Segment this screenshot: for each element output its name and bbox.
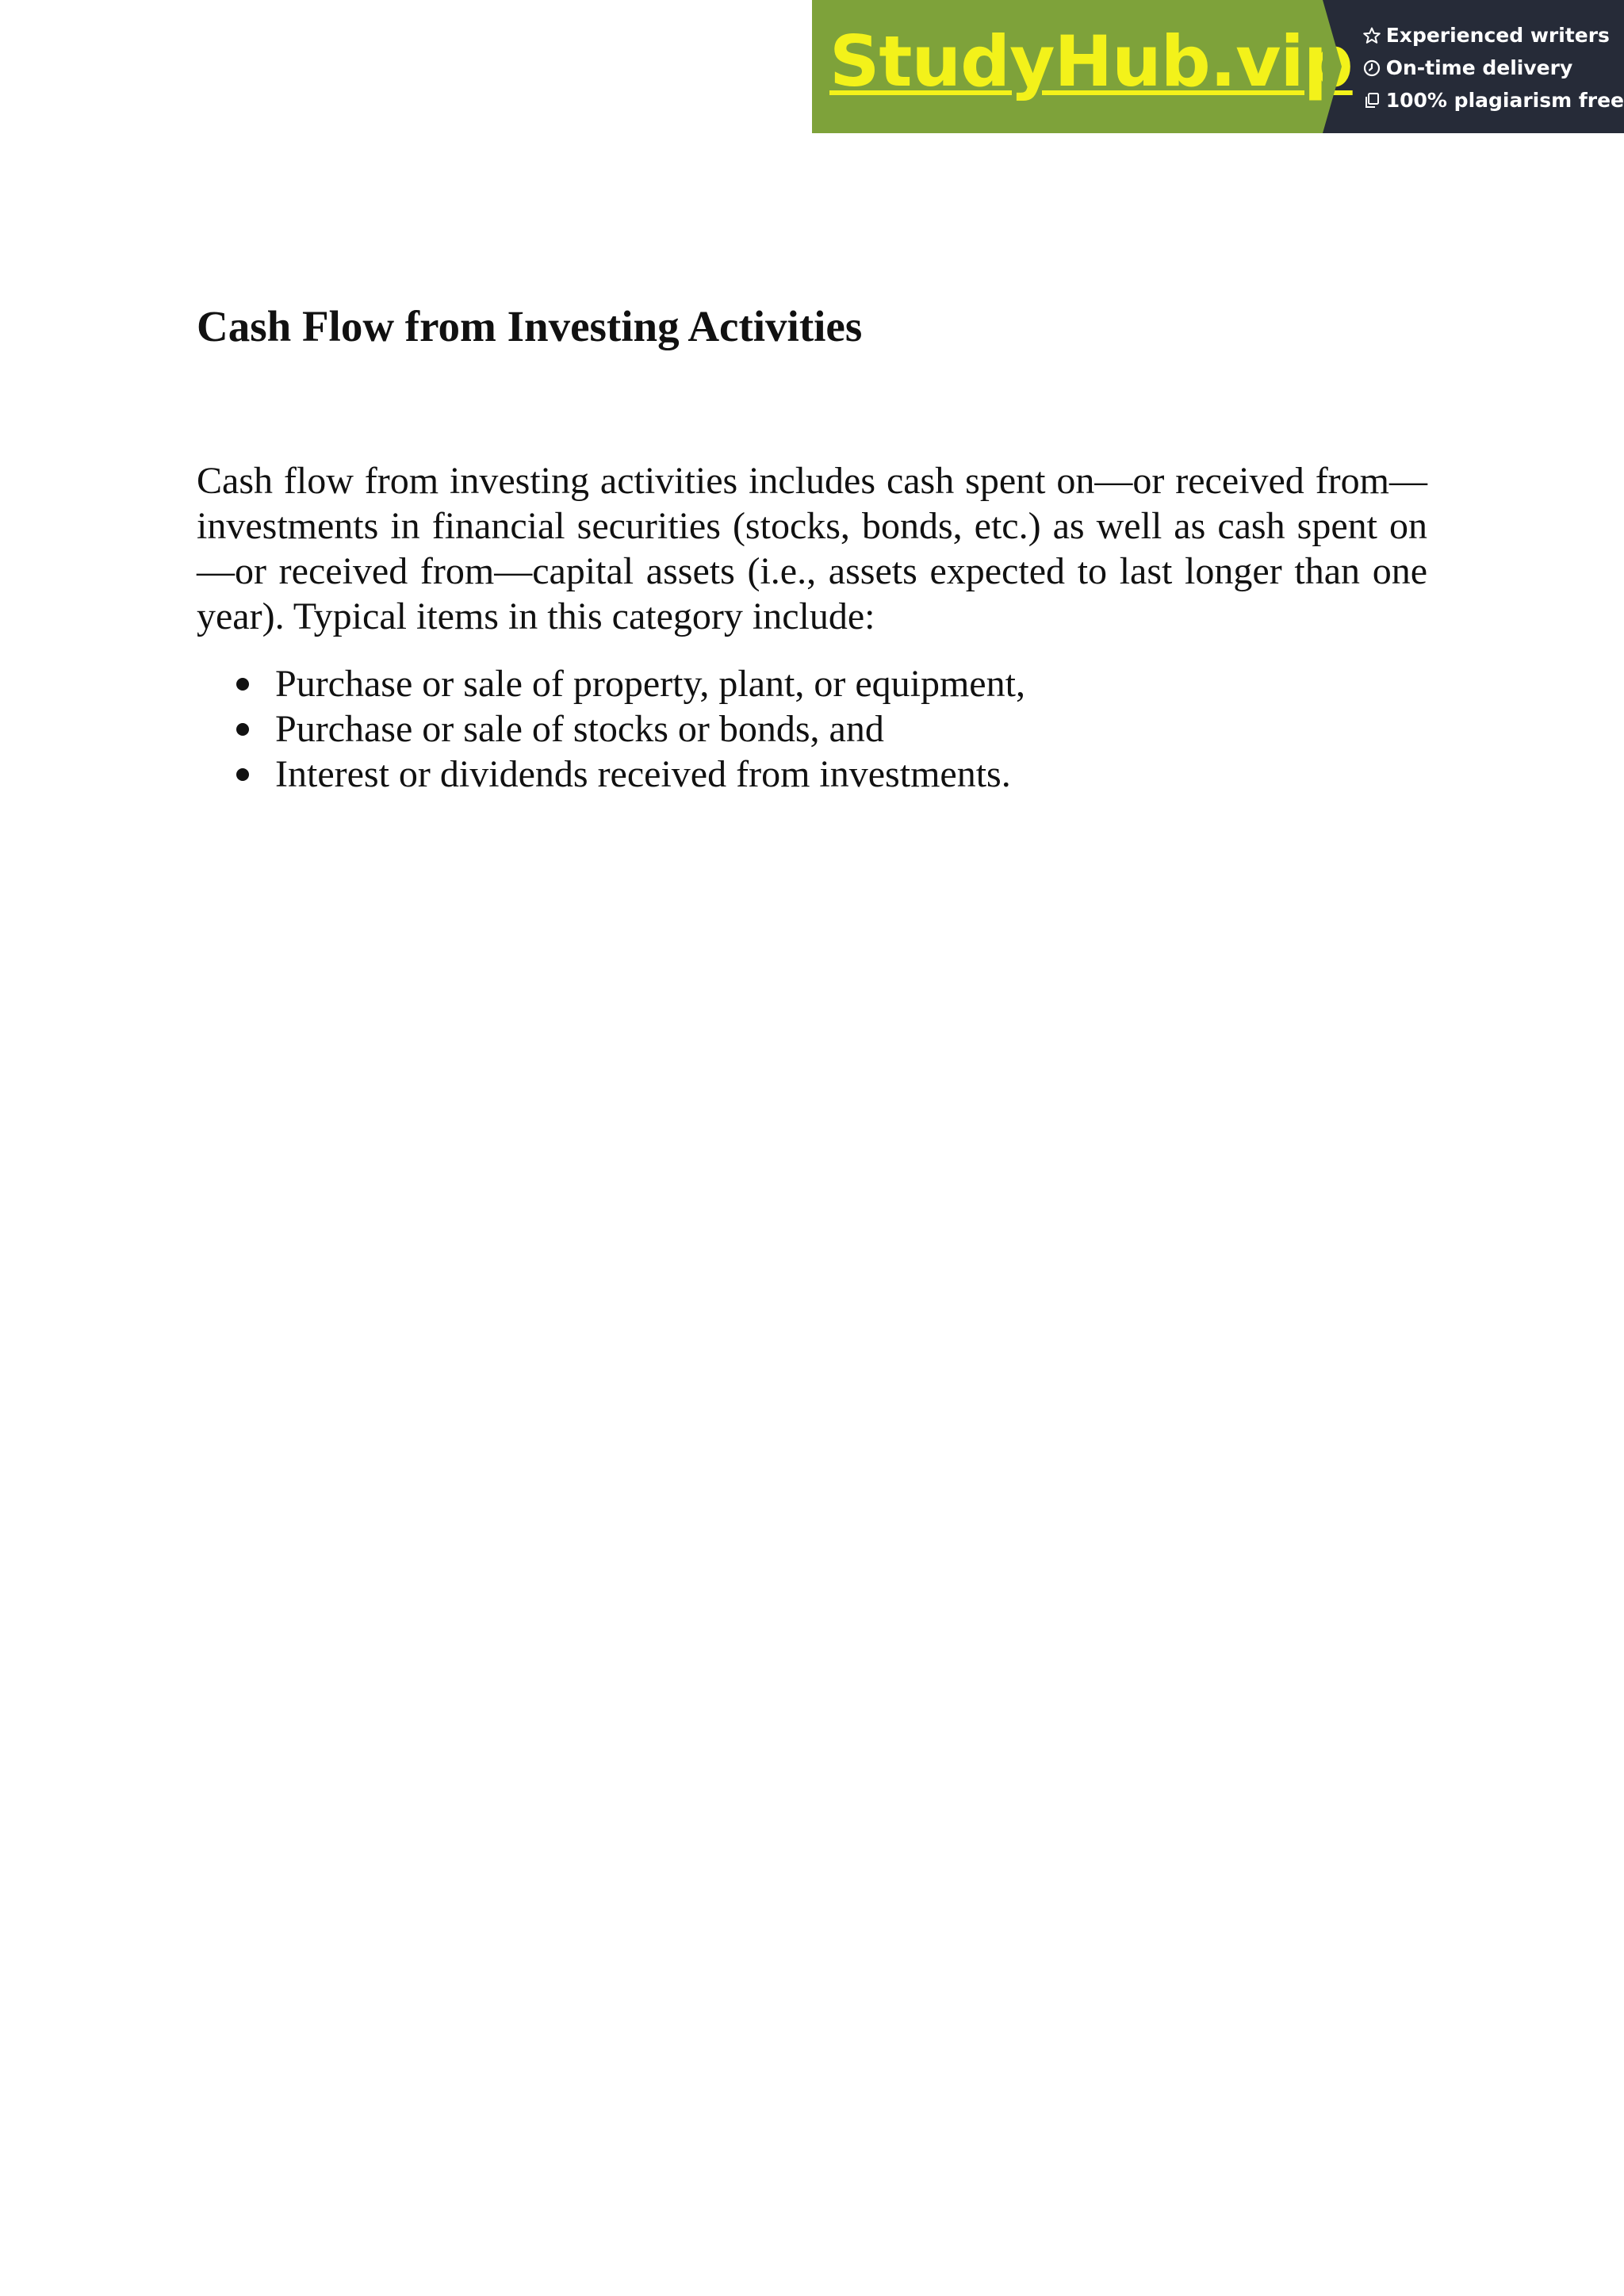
list-item-text: Purchase or sale of property, plant, or equipment, [275, 663, 1025, 705]
clock-icon [1362, 59, 1381, 78]
banner-brand-panel [812, 0, 1353, 133]
list-item [197, 752, 1427, 797]
copy-icon [1362, 91, 1381, 110]
feature-on-time-delivery [1362, 52, 1624, 84]
feature-label: Experienced writers [1385, 24, 1610, 47]
document-body [197, 301, 1427, 797]
star-icon [1362, 26, 1381, 45]
list-item [197, 706, 1427, 752]
feature-label: 100% plagiarism free [1385, 89, 1624, 112]
feature-experienced-writers [1362, 19, 1624, 52]
list-item [197, 661, 1427, 706]
brand-logo: StudyHub.vip [829, 21, 1353, 102]
bullet-icon [236, 768, 249, 781]
list-item-text: Purchase or sale of stocks or bonds, and [275, 708, 884, 750]
intro-paragraph: Cash flow from investing activities includes cash spent on—or received from—investments in financial securities (stocks, bonds, etc.) as well as cash spent on—or received from—capital assets (i.e., assets expected to last longer than one year). Typical items in this category include: [197, 460, 1427, 637]
studyhub-banner[interactable] [812, 0, 1624, 133]
bullet-list [197, 661, 1427, 797]
bullet-icon [236, 723, 249, 736]
page-title: Cash Flow from Investing Activities [197, 302, 863, 350]
bullet-icon [236, 678, 249, 691]
feature-label: On-time delivery [1385, 56, 1573, 79]
list-item-text: Interest or dividends received from investments. [275, 753, 1011, 795]
banner-features-panel [1323, 0, 1624, 133]
feature-plagiarism-free [1362, 84, 1624, 117]
